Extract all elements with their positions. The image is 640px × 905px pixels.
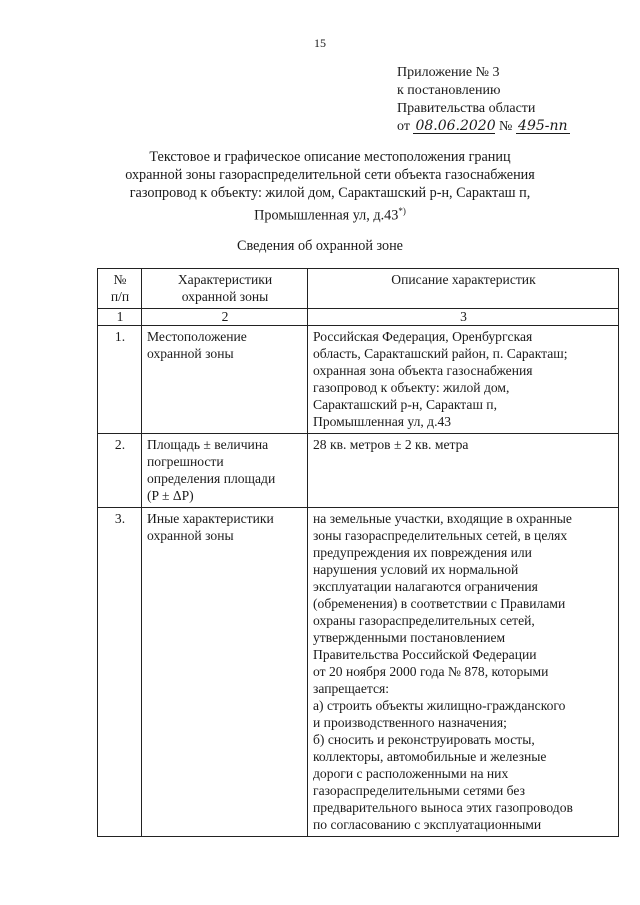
table-header-row <box>98 269 619 309</box>
row-characteristic-line: Местоположение <box>147 329 247 344</box>
row-description-line: и производственного назначения; <box>313 715 507 730</box>
header-characteristics <box>142 269 308 309</box>
title-line-1: Текстовое и графическое описание местоположения границ <box>149 149 511 165</box>
row-description-line: б) сносить и реконструировать мосты, <box>313 732 535 747</box>
row-description-line: Саракташский р-н, Саракташ п, <box>313 397 497 412</box>
title-line-3: газопровод к объекту: жилой дом, Саракташский р-н, Саракташ п, <box>129 185 531 201</box>
row-characteristic <box>142 326 308 434</box>
title-line-2: охранной зоны газораспределительной сети объекта газоснабжения <box>125 167 535 183</box>
row-characteristic-line: Иные характеристики <box>147 511 274 526</box>
from-label: от <box>397 119 410 134</box>
row-description-line: предупреждения их повреждения или <box>313 545 532 560</box>
row-number: 2. <box>98 434 142 508</box>
footnote-mark: *) <box>398 206 406 216</box>
row-description-line: газопровод к объекту: жилой дом, <box>313 380 510 395</box>
row-description-line: эксплуатации налагаются ограничения <box>313 579 538 594</box>
title-line-4 <box>80 202 580 225</box>
row-description-line: от 20 ноября 2000 года № 878, которыми <box>313 664 549 679</box>
row-description-line: область, Саракташский район, п. Саракташ; <box>313 346 568 361</box>
appendix-line-3: Правительства области <box>397 101 536 116</box>
row-number: 3. <box>98 508 142 837</box>
row-description-line: предварительного выноса этих газопроводов <box>313 800 573 815</box>
header-num-line-1: № <box>113 272 127 287</box>
page-number: 15 <box>314 36 326 50</box>
row-description-line: нарушения условий их нормальной <box>313 562 519 577</box>
table-row <box>98 326 619 434</box>
row-characteristic-line: (P ± ΔP) <box>147 488 194 503</box>
section-subtitle: Сведения об охранной зоне <box>237 238 403 254</box>
appendix-block <box>397 64 570 136</box>
appendix-date-line <box>397 118 570 136</box>
zone-table <box>97 268 619 837</box>
title-line-4-text: Промышленная ул, д.43 <box>254 207 399 224</box>
row-description-line: охраны газораспределительных сетей, <box>313 613 535 628</box>
document-title <box>80 148 580 225</box>
row-description-line: коллекторы, автомобильные и железные <box>313 749 547 764</box>
row-number: 1. <box>98 326 142 434</box>
row-description-line: запрещается: <box>313 681 390 696</box>
handwritten-number: 495-пп <box>516 119 570 134</box>
row-description-line: утвержденными постановлением <box>313 630 506 645</box>
row-description <box>308 508 619 837</box>
table-row <box>98 508 619 837</box>
handwritten-date: 08.06.2020 <box>415 118 496 134</box>
row-description <box>308 434 619 508</box>
column-number-2: 2 <box>142 309 308 326</box>
table-row <box>98 434 619 508</box>
header-description: Описание характеристик <box>308 269 619 309</box>
row-characteristic-line: определения площади <box>147 471 276 486</box>
row-description-line: Промышленная ул, д.43 <box>313 414 452 429</box>
row-description-line: дороги с расположенными на них <box>313 766 509 781</box>
header-char-line-1: Характеристики <box>177 272 273 287</box>
row-description-line: охранная зона объекта газоснабжения <box>313 363 533 378</box>
column-number-1: 1 <box>98 309 142 326</box>
column-numbering-row <box>98 309 619 326</box>
row-characteristic-line: Площадь ± величина <box>147 437 269 452</box>
row-description-line: 28 кв. метров ± 2 кв. метра <box>313 437 469 452</box>
column-number-3: 3 <box>308 309 619 326</box>
row-description <box>308 326 619 434</box>
row-characteristic <box>142 434 308 508</box>
row-description-line: (обременения) в соответствии с Правилами <box>313 596 566 611</box>
row-description-line: на земельные участки, входящие в охранные <box>313 511 572 526</box>
appendix-line-1: Приложение № 3 <box>397 65 500 80</box>
row-description-line: по согласованию с эксплуатационными <box>313 817 542 832</box>
header-num <box>98 269 142 309</box>
row-characteristic <box>142 508 308 837</box>
row-description-line: а) строить объекты жилищно-гражданского <box>313 698 566 713</box>
header-num-line-2: п/п <box>110 289 130 304</box>
header-char-line-2: охранной зоны <box>181 289 269 304</box>
row-description-line: Правительства Российской Федерации <box>313 647 537 662</box>
appendix-line-2: к постановлению <box>397 83 501 98</box>
row-description-line: зоны газораспределительных сетей, в целях <box>313 528 568 543</box>
row-description-line: газораспределительными сетями без <box>313 783 525 798</box>
row-characteristic-line: охранной зоны <box>147 346 234 361</box>
number-label: № <box>498 119 513 134</box>
row-characteristic-line: погрешности <box>147 454 224 469</box>
row-characteristic-line: охранной зоны <box>147 528 234 543</box>
row-description-line: Российская Федерация, Оренбургская <box>313 329 533 344</box>
